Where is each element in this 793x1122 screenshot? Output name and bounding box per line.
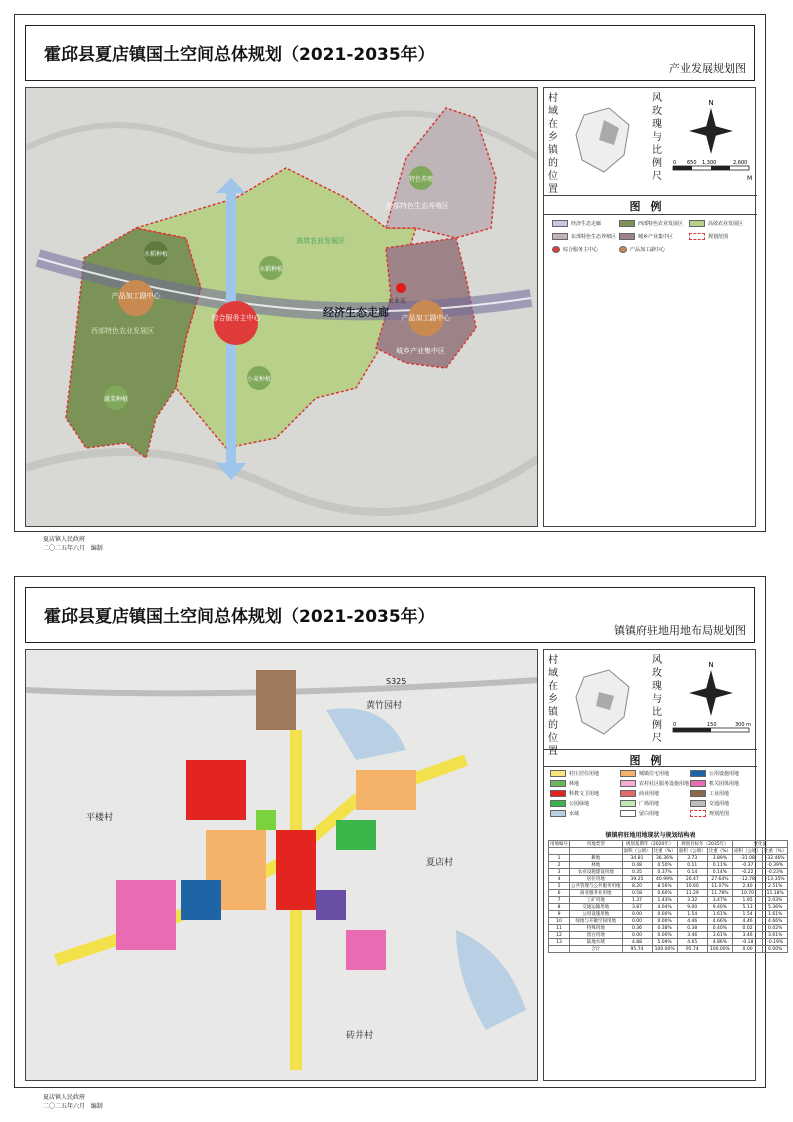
table-cell: 10 (549, 918, 570, 925)
table-cell: 9 (549, 911, 570, 918)
table-cell: 0.38 (677, 925, 707, 932)
table-row (549, 939, 788, 946)
footer-made-2: 编制 (90, 1103, 103, 1110)
table-cell: 4.88 (622, 939, 652, 946)
table-cell: 商业服务业用地 (570, 890, 623, 897)
legend-sub-center: 产品加工副中心 (619, 246, 665, 253)
svg-text:M: M (747, 175, 753, 182)
footer-org-2: 夏店镇人民政府 (43, 1094, 86, 1101)
table-cell: 8.20 (622, 883, 652, 890)
table-cell: 特殊用地 (570, 925, 623, 932)
table-cell: 11 (549, 925, 570, 932)
table-cell: 0.40% (707, 925, 732, 932)
table-cell: -13.35% (763, 876, 788, 883)
table-cell: 0.38% (652, 925, 677, 932)
table-cell: 0.50% (652, 862, 677, 869)
table-cell: 0.11% (707, 862, 732, 869)
table-cell: 0.35 (622, 869, 652, 876)
table-cell: -0.37 (733, 862, 763, 869)
footer-org: 夏店镇人民政府 (43, 536, 86, 543)
page-title: 霍邱县夏店镇国土空间总体规划（2021-2035年） (44, 45, 435, 65)
table-row (549, 855, 788, 862)
table-cell: 10.60 (677, 883, 707, 890)
table-cell: 27.64% (707, 876, 732, 883)
village-label-1: 黄竹园村 (366, 701, 403, 711)
table-cell: 3 (549, 869, 570, 876)
table-cell: 1.54 (677, 911, 707, 918)
main-center-label: 综合服务主中心 (211, 314, 261, 322)
corridor-label: 经济生态走廊 (323, 306, 389, 319)
table-cell: 5.36% (763, 904, 788, 911)
sheet-landuse-plan (14, 576, 787, 1110)
table-cell: 3.32 (677, 897, 707, 904)
industry-map-svg (26, 88, 538, 527)
landuse-map-svg (26, 650, 538, 1081)
table-cell: 3.87 (622, 904, 652, 911)
table-cell: 4.65 (677, 939, 707, 946)
table-subheader-row: 面积（公顷） 比重（%） 面积（公顷） 比重（%） 面积（公顷） 比重（%） (549, 848, 788, 855)
table-row (549, 932, 788, 939)
table-cell: 34.81 (622, 855, 652, 862)
table-cell: 40.99% (652, 876, 677, 883)
table-cell: -32.46% (763, 855, 788, 862)
town-label: 农业东 (388, 298, 407, 305)
table-cell: 公用设施用地 (570, 911, 623, 918)
table-cell: 留白用地 (570, 932, 623, 939)
footer-2 (43, 1093, 103, 1111)
table-row (549, 876, 788, 883)
table-cell: 0.14% (707, 869, 732, 876)
map-subtitle: 产业发展规划图 (669, 62, 746, 75)
main-center-marker (214, 301, 258, 345)
table-cell: 10.70 (733, 890, 763, 897)
table-cell: 3.61% (707, 932, 732, 939)
svg-text:150: 150 (707, 722, 717, 728)
table-row (549, 869, 788, 876)
table-cell: 1.43% (652, 897, 677, 904)
table-cell: 0.02 (733, 925, 763, 932)
table-cell: 1 (549, 855, 570, 862)
table-cell: 2 (549, 862, 570, 869)
table-cell: 4.66% (707, 918, 732, 925)
table-cell: 0.48 (622, 862, 652, 869)
rice2-label: 水稻种植 (258, 266, 284, 273)
table-cell: 5.13 (733, 904, 763, 911)
table-cell: 2.40 (733, 883, 763, 890)
east-center-label: 产品加工副中心 (401, 314, 451, 322)
footer-date: 二〇二五年六月 (43, 545, 86, 552)
table-cell: 4.46 (733, 918, 763, 925)
rice1-label: 水稻种植 (143, 251, 169, 258)
table-row (549, 911, 788, 918)
table-cell: 1.54 (733, 911, 763, 918)
locator-label: 村域在乡镇的位置 (548, 93, 558, 195)
svg-text:N: N (708, 99, 714, 107)
table-cell: 95.74 (622, 946, 652, 953)
table-cell: 0.00 (622, 932, 652, 939)
map-subtitle-2: 镇镇府驻地用地布局规划图 (614, 624, 746, 637)
svg-text:2,600: 2,600 (733, 160, 748, 166)
table-cell: 0.58 (622, 890, 652, 897)
table-row (549, 904, 788, 911)
ne-zone-label: 东部特色生态养殖区 (386, 202, 449, 210)
legend-title: 图例 (629, 200, 672, 213)
scale-label: 风玫瑰与比例尺 (652, 93, 662, 182)
table-cell: -0.22 (733, 869, 763, 876)
table-cell: 8 (549, 904, 570, 911)
landuse-table (548, 840, 788, 953)
legend-mid: 高效农业发展区 (689, 220, 743, 227)
north-arrow-icon (669, 96, 753, 186)
table-cell: 3.73 (677, 855, 707, 862)
village-label-3: 夏店村 (426, 858, 454, 868)
table-cell: 1.61% (763, 911, 788, 918)
page-title-2: 霍邱县夏店镇国土空间总体规划（2021-2035年） (44, 607, 435, 627)
table-cell: 2.03% (763, 897, 788, 904)
table-cell: -0.18 (733, 939, 763, 946)
table-cell: 0.60% (652, 890, 677, 897)
table-cell: 0.37% (652, 869, 677, 876)
table-cell: -0.19% (763, 939, 788, 946)
north-arrow-icon-2 (669, 658, 753, 744)
table-title: 镇镇府驻地用地现状与规划结构表 (605, 832, 696, 839)
table-cell: 4.66% (763, 918, 788, 925)
table-cell: 11.07% (707, 883, 732, 890)
landuse-map (25, 649, 538, 1081)
table-cell: 1.37 (622, 897, 652, 904)
west-center-label: 产品加工副中心 (111, 292, 161, 300)
table-cell: 12 (549, 932, 570, 939)
sheet-industry-plan (14, 14, 766, 552)
svg-text:300 m: 300 m (735, 722, 752, 728)
svg-text:1,300: 1,300 (702, 160, 717, 166)
breed-label: 特色养殖 (408, 176, 434, 183)
table-cell: 9.00 (677, 904, 707, 911)
table-header-row: 用地编号 用地类型 规划基期年（2020年） 规划目标年（2035年） 变化量 (549, 841, 788, 848)
table-cell: 0.00 (733, 946, 763, 953)
table-row (549, 918, 788, 925)
table-cell: 0.36 (622, 925, 652, 932)
table-cell: 5 (549, 883, 570, 890)
table-cell: 1.95 (733, 897, 763, 904)
table-cell: 13 (549, 939, 570, 946)
legend-ne: 东部特色生态养殖区 (552, 233, 616, 240)
svg-text:0: 0 (673, 722, 677, 728)
table-row (549, 925, 788, 932)
table-row (549, 883, 788, 890)
table-cell: 4.86% (707, 939, 732, 946)
table-cell: 3.46 (733, 932, 763, 939)
title-box (25, 25, 755, 81)
table-cell: 0.14 (677, 869, 707, 876)
table-cell: 3.89% (707, 855, 732, 862)
table-cell: 7 (549, 897, 570, 904)
table-cell: 5.09% (652, 939, 677, 946)
legend-se: 城乡产业集中区 (619, 233, 673, 240)
table-cell: 36.36% (652, 855, 677, 862)
scale-label-2: 风玫瑰与比例尺 (652, 655, 662, 744)
veg-label: 蔬菜种植 (103, 396, 129, 403)
table-cell: 3.46 (677, 932, 707, 939)
table-cell: 居住用地 (570, 876, 623, 883)
table-cell: 农业设施建设用地 (570, 869, 623, 876)
table-cell: 2.51% (763, 883, 788, 890)
table-cell: 4 (549, 876, 570, 883)
table-cell: 合计 (570, 946, 623, 953)
village-label-2: 平楼村 (86, 813, 114, 823)
svg-text:650: 650 (687, 160, 697, 166)
table-cell: 绿地与开敞空间用地 (570, 918, 623, 925)
table-cell: 26.47 (677, 876, 707, 883)
table-cell: 11.29 (677, 890, 707, 897)
title-box-2 (25, 587, 755, 643)
table-cell: 工矿用地 (570, 897, 623, 904)
table-cell: 3.61% (763, 932, 788, 939)
legend-title-2: 图例 (629, 754, 672, 767)
road-label: S325 (386, 677, 407, 686)
table-row (549, 890, 788, 897)
table-cell: 1.61% (707, 911, 732, 918)
locator-map (564, 100, 644, 180)
table-cell: 0.00 (622, 918, 652, 925)
table-cell: -0.39% (763, 862, 788, 869)
table-row (549, 946, 788, 953)
table-cell (549, 946, 570, 953)
legend-panel-2: 村域在乡镇的位置 风玫瑰与比例尺 N 0 150 300 m 图例 村庄居住用地 城镇住宅用地 公用设施用地 林地 农村社区服务设施用地 机关团体用地 科教文卫用地 商业用地 工业用地 公园绿地 广场用地 交通用地 水域 留白用地 规划范围 镇镇府驻地用地现状与规划结构表 用地编号 用地类型 规划基期年（2020年） 规划目标年（2035年） 变化量 面积（公顷） 比重（%） 面积（公顷） 比重（%） 面积（公顷） 比重（%） 1 耕地 34.81 36.36% 3.73 3.89% -31.08 -32.46% 2 林地 0.48 0.50% 0.11 0.11% -0.37 -0.39% 3 农业设施建设用地 0.35 0.37% 0.14 0.14% -0.22 -0.23% 4 居住用地 39.25 40.99% 26.47 27.64% -12.78 -13.35% 5 公共管理与公共服务用地 8.20 8.56% 10.60 11.07% 2.40 2.51% 6 商业服务业用地 0.58 0.60% 11.29 11.78% 10.70 11.18% 7 工矿用地 1.37 1.43% 3.32 3.47% 1.95 2.03% 8 交通运输用地 3.87 4.04% 9.00 9.40% 5.13 5.36% 9 公用设施用地 0.00 0.00% 1.54 1.61% 1.54 1.61% 10 绿地与开敞空间用地 0.00 0.00% 4.46 4.66% 4.46 4.66% 11 特殊用地 0.36 0.38% 0.38 0.40% 0.02 0.02% 12 留白用地 0.00 0.00% 3.46 3.61% 3.46 3.61% 13 陆地水域 4.88 5.09% 4.65 4.86% -0.18 -0.19% 合计 95.74 100.00% 95.74 100.00% 0.00 0.00% (543, 649, 756, 1081)
table-cell: 0.00% (763, 946, 788, 953)
svg-text:0: 0 (673, 160, 677, 166)
table-cell: 陆地水域 (570, 939, 623, 946)
table-cell: 林地 (570, 862, 623, 869)
table-cell: 交通运输用地 (570, 904, 623, 911)
table-cell: 4.46 (677, 918, 707, 925)
footer-date-2: 二〇二五年六月 (43, 1103, 86, 1110)
footer (43, 535, 103, 553)
locator-label-2: 村域在乡镇的位置 (548, 655, 558, 757)
table-cell: 95.74 (677, 946, 707, 953)
legend-west: 西部特色农业发展区 (619, 220, 683, 227)
table-cell: 9.40% (707, 904, 732, 911)
legend-main-center: 综合服务主中心 (552, 246, 598, 253)
table-cell: 11.18% (763, 890, 788, 897)
footer-made: 编制 (90, 545, 103, 552)
locator-panel (544, 88, 757, 196)
table-cell: 100.00% (707, 946, 732, 953)
table-cell: 0.11 (677, 862, 707, 869)
table-cell: -12.78 (733, 876, 763, 883)
table-cell: 0.00% (652, 911, 677, 918)
village-label-4: 砖井村 (346, 1031, 374, 1041)
west-zone-label: 西部特色农业发展区 (91, 327, 154, 335)
table-cell: 0.00 (622, 911, 652, 918)
table-cell: 公共管理与公共服务用地 (571, 884, 621, 889)
mid-zone-label: 高效农业发展区 (296, 237, 345, 245)
locator-map-2 (564, 662, 644, 742)
table-cell: 3.47% (707, 897, 732, 904)
table-cell: 0.02% (763, 925, 788, 932)
table-cell: -0.23% (763, 869, 788, 876)
table-cell: 耕地 (570, 855, 623, 862)
table-cell: 39.25 (622, 876, 652, 883)
table-cell: 0.00% (652, 918, 677, 925)
legend-corridor: 经济生态走廊 (552, 220, 601, 227)
table-cell: 0.00% (652, 932, 677, 939)
table-cell: 4.04% (652, 904, 677, 911)
town-marker (396, 283, 406, 293)
locator-panel-2 (544, 650, 757, 757)
block-red (186, 760, 246, 820)
wheat-label: 小麦种植 (246, 376, 272, 383)
svg-text:N: N (708, 661, 714, 669)
legend-panel (543, 87, 756, 527)
table-row (549, 897, 788, 904)
table-cell: 8.56% (652, 883, 677, 890)
legend-boundary: 规划范围 (689, 233, 728, 240)
table-cell: 6 (549, 890, 570, 897)
table-cell: 100.00% (652, 946, 677, 953)
table-cell: 11.78% (707, 890, 732, 897)
table-row (549, 862, 788, 869)
industry-map (25, 87, 538, 527)
se-zone-label: 城乡产业集中区 (396, 347, 445, 355)
table-cell: -31.08 (733, 855, 763, 862)
